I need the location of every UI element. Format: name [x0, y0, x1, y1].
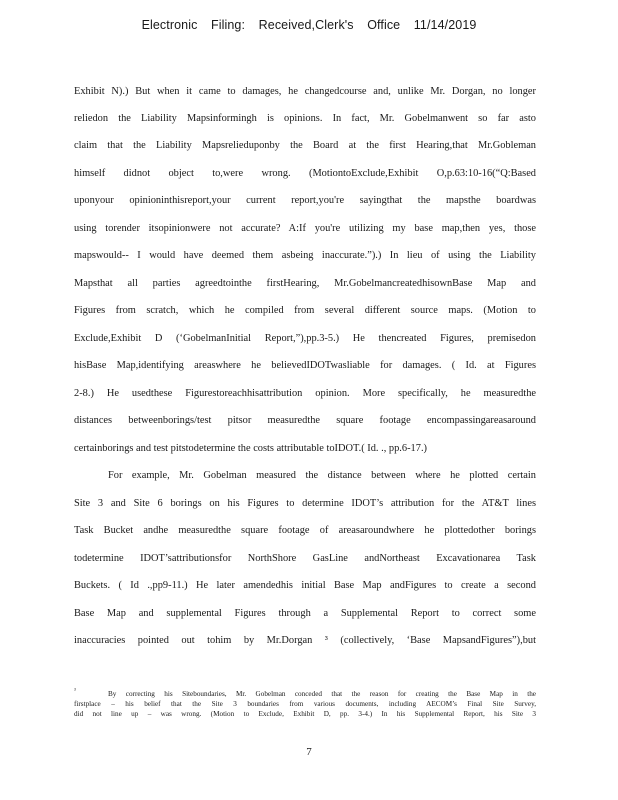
body-line: Mapsthat all parties agreedtointhe firstHearing, Mr.GobelmancreatedhisownBase Map and: [74, 278, 536, 289]
paragraph-line: Site 3 and Site 6 borings on his Figures to determine IDOT’s attribution for the AT&T lines: [74, 498, 536, 509]
body-line: Figures from scratch, which he compiled from several different source maps. (Motion to: [74, 305, 536, 316]
body-line: uponyour opinioninthisreport,your current report,you're sayingthat the mapsthe boardwas: [74, 195, 536, 206]
paragraph-line: For example, Mr. Gobelman measured the distance between where he plotted certain: [108, 470, 536, 481]
footnote-line: firstplace – his belief that the Site 3 boundaries from various documents, including AECOM’s Final Site Survey,: [74, 700, 536, 708]
page-number: 7: [306, 746, 312, 758]
body-line: mapswould-- I would have deemed them asbeing inaccurate.”).) In lieu of using the Liability: [74, 250, 536, 261]
paragraph-line: todetermine IDOT’sattributionsfor NorthShore GasLine andNortheast Excavationarea Task: [74, 553, 536, 564]
body-line: Exhibit N).) But when it came to damages, he changedcourse and, unlike Mr. Dorgan, no longer: [74, 86, 536, 97]
body-line: reliedon the Liability Mapsinformingh is opinions. In fact, Mr. Gobelmanwent so far asto: [74, 113, 536, 124]
body-line: hisBase Map,identifying areaswhere he believedIDOTwasliable for damages. ( Id. at Figures: [74, 360, 536, 371]
body-line: 2-8.) He usedthese Figurestoreachhisattribution opinion. More specifically, he measuredthe: [74, 388, 536, 399]
footnote-line: did not line up – was wrong. (Motion to Exclude, Exhibit D, pp. 3-4.) In his Supplemental Report, his Site 3: [74, 710, 536, 718]
body-line: distances betweenborings/test pitsor measuredthe square footage encompassingareasaround: [74, 415, 536, 426]
filing-header: Electronic Filing: Received,Clerk's Office 11/14/2019: [141, 18, 477, 32]
body-line: Exclude,Exhibit D (‘GobelmanInitial Report,”),pp.3-5.) He thencreated Figures, premisedon: [74, 333, 536, 344]
paragraph-line: Base Map and supplemental Figures through a Supplemental Report to correct some: [74, 608, 536, 619]
body-line: himself didnot object to,were wrong. (MotiontoExclude,Exhibit O,p.63:10-16(“Q:Based: [74, 168, 536, 179]
body-line: certainborings and test pitstodetermine the costs attributable toIDOT.( Id. ., pp.6-17.): [74, 443, 427, 454]
paragraph-line: Task Bucket andhe measuredthe square footage of areasaroundwhere he plottedother borings: [74, 525, 536, 536]
footnote-line: By correcting his Siteboundaries, Mr. Gobelman conceded that the reason for creating the Base Map in the: [108, 690, 536, 698]
body-line: using torender itsopinionwere not accurate? A:If you're utilizing my base map,then yes, those: [74, 223, 536, 234]
footnote-marker: ³: [74, 688, 76, 694]
body-line: claim that the Liability Mapsrelieduponby the Board at the first Hearing,that Mr.Gobleman: [74, 140, 536, 151]
paragraph-line: inaccuracies pointed out tohim by Mr.Dorgan ³ (collectively, ‘Base MapsandFigures”),but: [74, 635, 536, 646]
paragraph-line: Buckets. ( Id .,pp9-11.) He later amendedhis initial Base Map andFigures to create a second: [74, 580, 536, 591]
